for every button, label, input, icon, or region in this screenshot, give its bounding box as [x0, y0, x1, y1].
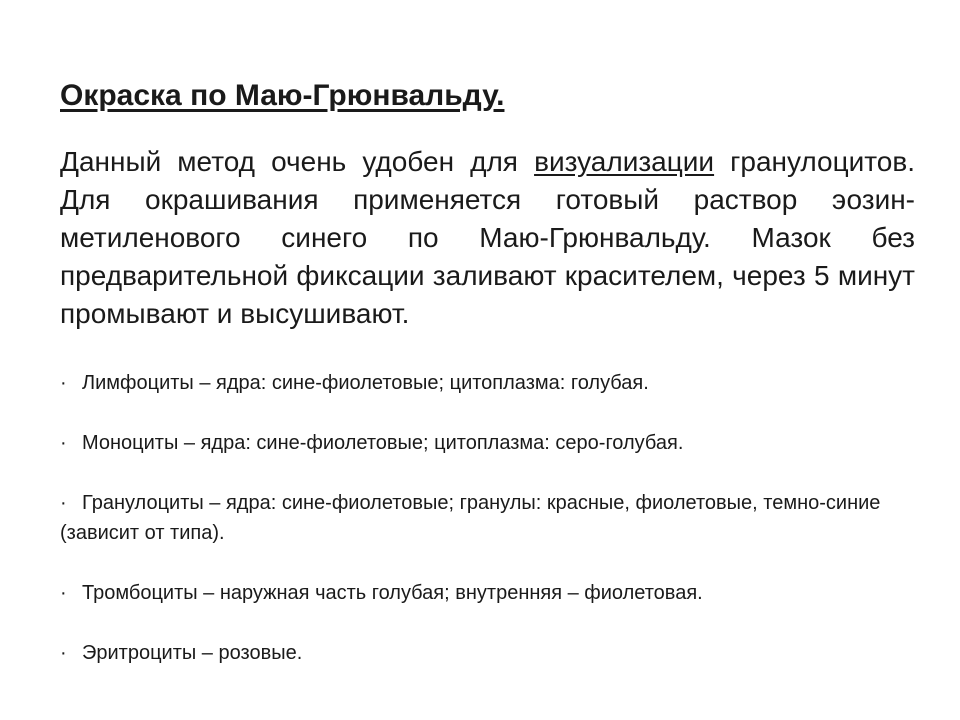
bullet-marker: · [60, 432, 67, 454]
method-description [60, 143, 915, 333]
list-item-text: Эритроциты – розовые. [82, 642, 303, 664]
list-item-lymphocytes [60, 368, 920, 398]
bullet-marker: · [60, 372, 67, 394]
list-item-erythrocytes [60, 638, 920, 668]
visualization-link[interactable]: визуализации [534, 146, 715, 177]
list-item-platelets [60, 578, 920, 608]
description-text-end: гранулоцитов. Для окрашивания применяется готовый раствор эозин-метиленового синего по Маю-Грюнвальду. Мазок без предварительной фиксации заливают красителем, через 5 минут промывают и высушивают. [60, 146, 915, 329]
description-text-start: Данный метод очень удобен для [60, 146, 535, 177]
bullet-marker: · [60, 582, 67, 604]
bullet-marker: · [60, 492, 67, 514]
list-item-text: Тромбоциты – наружная часть голубая; внутренняя – фиолетовая. [82, 582, 703, 604]
bullet-marker: · [60, 642, 67, 664]
slide-title: Окраска по Маю-Грюнвальду. [60, 79, 505, 112]
list-item-text: Моноциты – ядра: сине-фиолетовые; цитоплазма: серо-голубая. [82, 432, 684, 454]
list-item-monocytes [60, 428, 920, 458]
list-item-granulocytes [60, 488, 920, 548]
staining-results-list [60, 368, 920, 698]
list-item-text: Лимфоциты – ядра: сине-фиолетовые; цитоплазма: голубая. [82, 372, 649, 394]
list-item-text: Гранулоциты – ядра: сине-фиолетовые; гранулы: красные, фиолетовые, темно-синие (зависит от типа). [60, 492, 881, 544]
